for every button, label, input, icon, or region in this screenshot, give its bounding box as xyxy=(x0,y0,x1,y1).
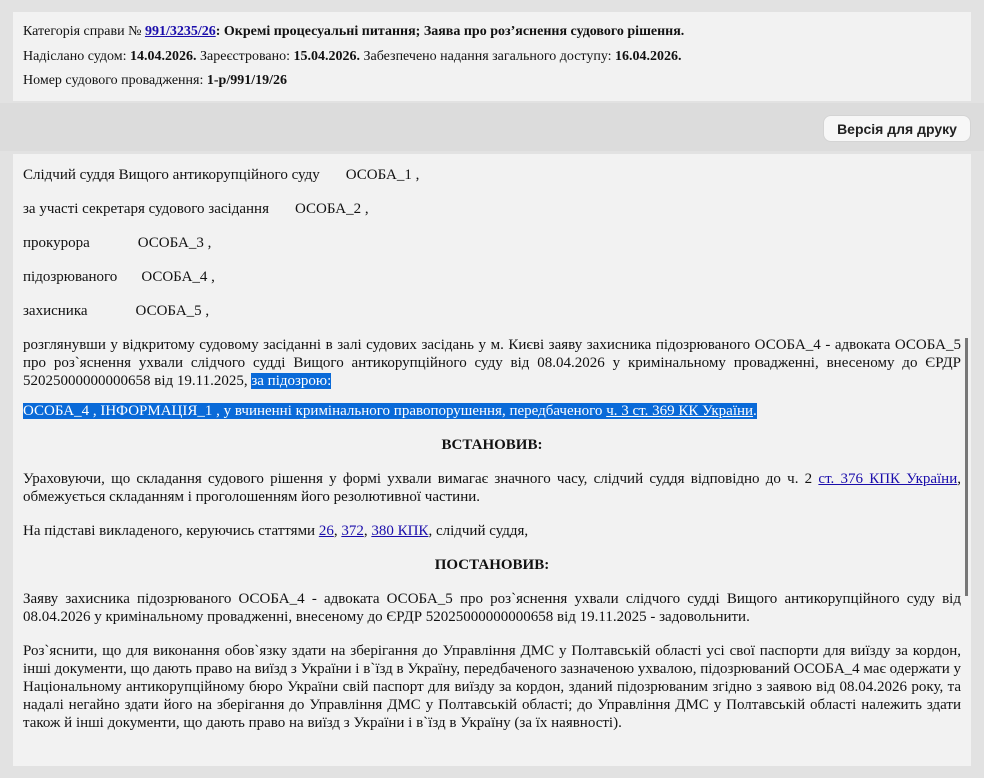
registered-label: Зареєстровано: xyxy=(200,48,290,64)
suspect-text: підозрюваного xyxy=(23,269,118,285)
case-category-line xyxy=(23,20,961,45)
reasoning-paragraph xyxy=(23,470,961,506)
separator: , xyxy=(363,523,372,539)
print-version-button[interactable]: Версія для друку xyxy=(823,115,971,142)
case-info-panel xyxy=(13,12,971,101)
decision-paragraph: Заяву захисника підозрюваного ОСОБА_4 - адвоката ОСОБА_5 про роз`яснення ухвали слідчого судді Вищого антикорупційного суду від 08.04.2026 у кримінальному провадженні, внесеному до ЄРДР 52025000000000658 від 19.11.2025 - задовольнити. xyxy=(23,591,961,625)
prosecutor-line xyxy=(23,234,961,252)
legal-basis-text: На підставі викладеного, керуючись статтями xyxy=(23,523,319,539)
scrollbar[interactable] xyxy=(965,338,968,596)
case-number-link[interactable]: 991/3235/26 xyxy=(144,24,216,39)
proceeding-number: 1-р/991/19/26 xyxy=(206,73,287,88)
proceeding-label: Номер судового провадження: xyxy=(23,73,204,88)
judge-text: Слідчий суддя Вищого антикорупційного суду xyxy=(23,167,320,183)
access-date: 16.04.2026. xyxy=(615,48,682,64)
defender-text: захисника xyxy=(23,303,88,319)
article-26-link[interactable]: 26 xyxy=(318,523,334,539)
legal-basis-end: , слідчий суддя, xyxy=(428,523,529,539)
secretary-line xyxy=(23,200,961,218)
procedure-code-link[interactable]: ст. 376 КПК України xyxy=(818,471,958,487)
resolved-heading: ПОСТАНОВИВ: xyxy=(434,557,550,573)
dates-line xyxy=(23,45,961,70)
category-value: : Окремі процесуальні питання; Заява про роз’яснення судового рішення. xyxy=(215,24,685,39)
secretary-text: за участі секретаря судового засідання xyxy=(23,201,269,217)
intro-text: розглянувши у відкритому судовому засіданні в залі судових засідань у м. Києві заяву захисника підозрюваного ОСОБА_4 - адвоката ОСОБА_5 про роз`яснення ухвали слідчого судді Вищого антикорупційного суду від 08.04.2026 у кримінальному провадженні, внесеному до ЄРДР 52025000000000658 від 19.11.2025, xyxy=(23,337,961,389)
access-label: Забезпечено надання загального доступу: xyxy=(363,48,612,64)
suspect-line xyxy=(23,268,961,286)
defender-line xyxy=(23,302,961,320)
secretary-person: ОСОБА_2 , xyxy=(294,201,369,217)
sent-label: Надіслано судом: xyxy=(23,48,127,64)
criminal-code-link[interactable]: ч. 3 ст. 369 КК України xyxy=(606,403,754,419)
judge-line xyxy=(23,166,961,184)
clarification-paragraph: Роз`яснити, що для виконання обов`язку здати на зберігання до Управління ДМС у Полтавській області усі свої паспорти для виїзду за кордон, інші документи, що дають право на виїзд з України і в`їзд в Україну, передбаченого зазначеною ухвалою, підозрюваний ОСОБА_4 має одержати у Національному антикорупційному бюро України свій паспорт для виїзду за кордон, зданий підозрюваним згідно з заявою від 08.04.2026 року, та надалі негайно здати його на зберігання до Управління ДМС у Полтавській області; до Управління ДМС у Полтавській області належить здати також й інші документи, що дають право на виїзд з України і в`їзд в Україну (за їх наявності). xyxy=(23,643,961,731)
legal-basis-paragraph xyxy=(23,522,961,540)
defender-person: ОСОБА_5 , xyxy=(135,303,210,319)
suspect-person: ОСОБА_4 , xyxy=(141,269,215,285)
suspicion-paragraph xyxy=(23,402,961,420)
established-heading: ВСТАНОВИВ: xyxy=(441,437,543,453)
reasoning-end: , обмежується складанням і проголошенням його резолютивної частини. xyxy=(23,471,961,505)
sent-date: 14.04.2026. xyxy=(130,48,197,64)
suspicion-end: . xyxy=(753,403,757,419)
separator: , xyxy=(333,523,342,539)
article-372-link[interactable]: 372 xyxy=(341,523,364,539)
category-label: Категорія справи № xyxy=(23,24,142,39)
suspicion-text: ОСОБА_4 , ІНФОРМАЦІЯ_1 , у вчиненні кримінального правопорушення, передбаченого xyxy=(23,403,607,419)
reasoning-text: Ураховуючи, що складання судового рішення у формі ухвали вимагає значного часу, слідчий суддя відповідно до ч. 2 xyxy=(23,471,819,487)
document-body xyxy=(13,154,971,766)
judge-person: ОСОБА_1 , xyxy=(345,167,420,183)
intro-paragraph xyxy=(23,336,961,390)
prosecutor-text: прокурора xyxy=(23,235,90,251)
article-380-link[interactable]: 380 КПК xyxy=(371,523,429,539)
intro-highlight: за підозрою: xyxy=(251,373,332,389)
prosecutor-person: ОСОБА_3 , xyxy=(137,235,212,251)
proceeding-line xyxy=(23,69,961,94)
registered-date: 15.04.2026. xyxy=(293,48,360,64)
